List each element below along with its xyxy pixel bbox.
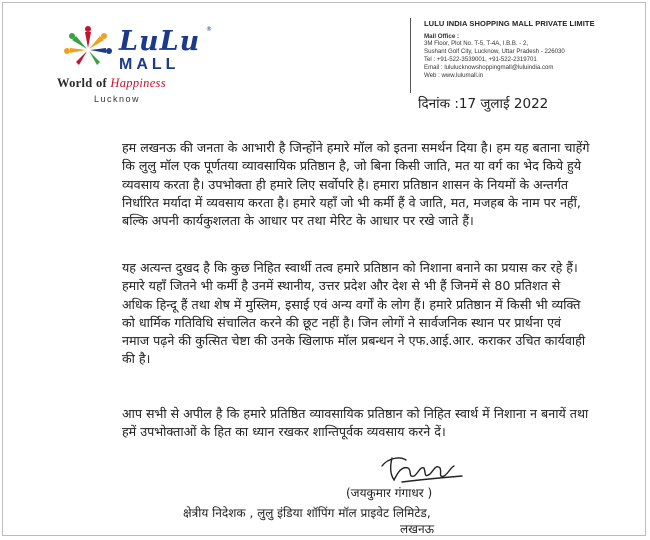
body-paragraph-2: यह अत्यन्त दुखद है कि कुछ निहित स्वार्थी तत्व हमारे प्रतिष्ठान को निशाना बनाने का प्रयास कर रहे हैं। हमारे यहाँ जितने भी कर्मी है उनमें स्थानीय, उत्तर प्रदेश और देश से भी हैं जिनमें से 80 प्रतिशत से अधिक हिन्दू हैं तथा शेष में मुस्लिम, इसाई एवं अन्य वर्गों के लोग हैं। हमारे प्रतिष्ठान में किसी भी व्यक्ति को धार्मिक गतिविधि संचालित करने की छूट नहीं है। जिन लोगों ने सार्वजनिक स्थान पर प्रार्थना एवं नमाज पढ़ने की कुत्सित चेष्टा की उनके खिलाफ मॉल प्रबन्धन ने एफ.आई.आर. कराकर उचित कार्यवाही की है।: [122, 260, 586, 367]
lulu-starburst-icon: [56, 22, 120, 74]
company-address-block: [424, 19, 648, 80]
phone-line: Tel : +91-522-3539001, +91-522-2319701: [424, 56, 537, 63]
logo-tagline-pre: World of: [57, 76, 111, 90]
handwritten-signature: [378, 452, 468, 486]
logo-brand-bottom: MALL: [119, 56, 180, 73]
address-line: 3M Floor, Plot No. T-5, T-4A, I.B.B. - 2,: [424, 40, 529, 47]
body-paragraph-3: आप सभी से अपील है कि हमारे प्रतिष्ठित व्यावसायिक प्रतिष्ठान को निहित स्वार्थ में निशाना न बनायें तथा हमें उपभोक्ताओं के हित का ध्यान रखकर शान्तिपूर्वक व्यवसाय करने दें।: [122, 406, 589, 440]
letterhead-divider: [410, 18, 411, 93]
letter-date: दिनांक :17 जुलाई 2022: [418, 96, 549, 112]
address-line: Sushant Golf City, Lucknow, Uttar Pradesh - 226030: [424, 48, 565, 55]
body-paragraph-1: हम लखनऊ की जनता के आभारी है जिन्होंने हमारे मॉल को इतना समर्थन दिया है। हम यह बताना चाहेंगे कि लुलु मॉल एक पूर्णतया व्यावसायिक प्रतिष्ठान है, जो बिना किसी जाति, मत या वर्ग का भेद किये हुये व्यवसाय करता है। उपभोक्ता ही हमारे लिए सर्वोपरि है। हमारा प्रतिष्ठान शासन के नियमों के अन्तर्गत निर्धारित मर्यादा में व्यवसाय करता है। हमारे यहाँ जो भी कर्मी हैं वे जाति, मत, मजहब के नाम पर नहीं, बल्कि अपनी कार्यकुशलता के आधार पर तथा मेरिट के आधार पर रखे जाते हैं।: [122, 140, 590, 229]
lulu-mall-logo: [56, 22, 226, 102]
web-line: Web : www.lulumall.in: [424, 72, 484, 79]
logo-brand-top: LuLu: [119, 26, 201, 57]
signatory-city: लखनऊ: [400, 522, 435, 536]
company-name: LULU INDIA SHOPPING MALL PRIVATE LIMITE: [424, 19, 595, 28]
logo-tagline: [57, 76, 166, 91]
logo-registered-mark: ®: [206, 26, 212, 33]
signatory-name: (जयकुमार गंगाधर ): [346, 486, 433, 500]
signatory-title: क्षेत्रीय निदेशक , लुलु इंडिया शॉपिंग मॉल प्राइवेट लिमिटेड,: [183, 506, 431, 520]
office-label: Mall Office :: [424, 33, 460, 40]
logo-city: Lucknow: [94, 94, 141, 104]
email-line: Email : lululucknowshoppingmall@luluindia.com: [424, 64, 554, 71]
logo-tagline-accent: Happiness: [110, 76, 166, 90]
